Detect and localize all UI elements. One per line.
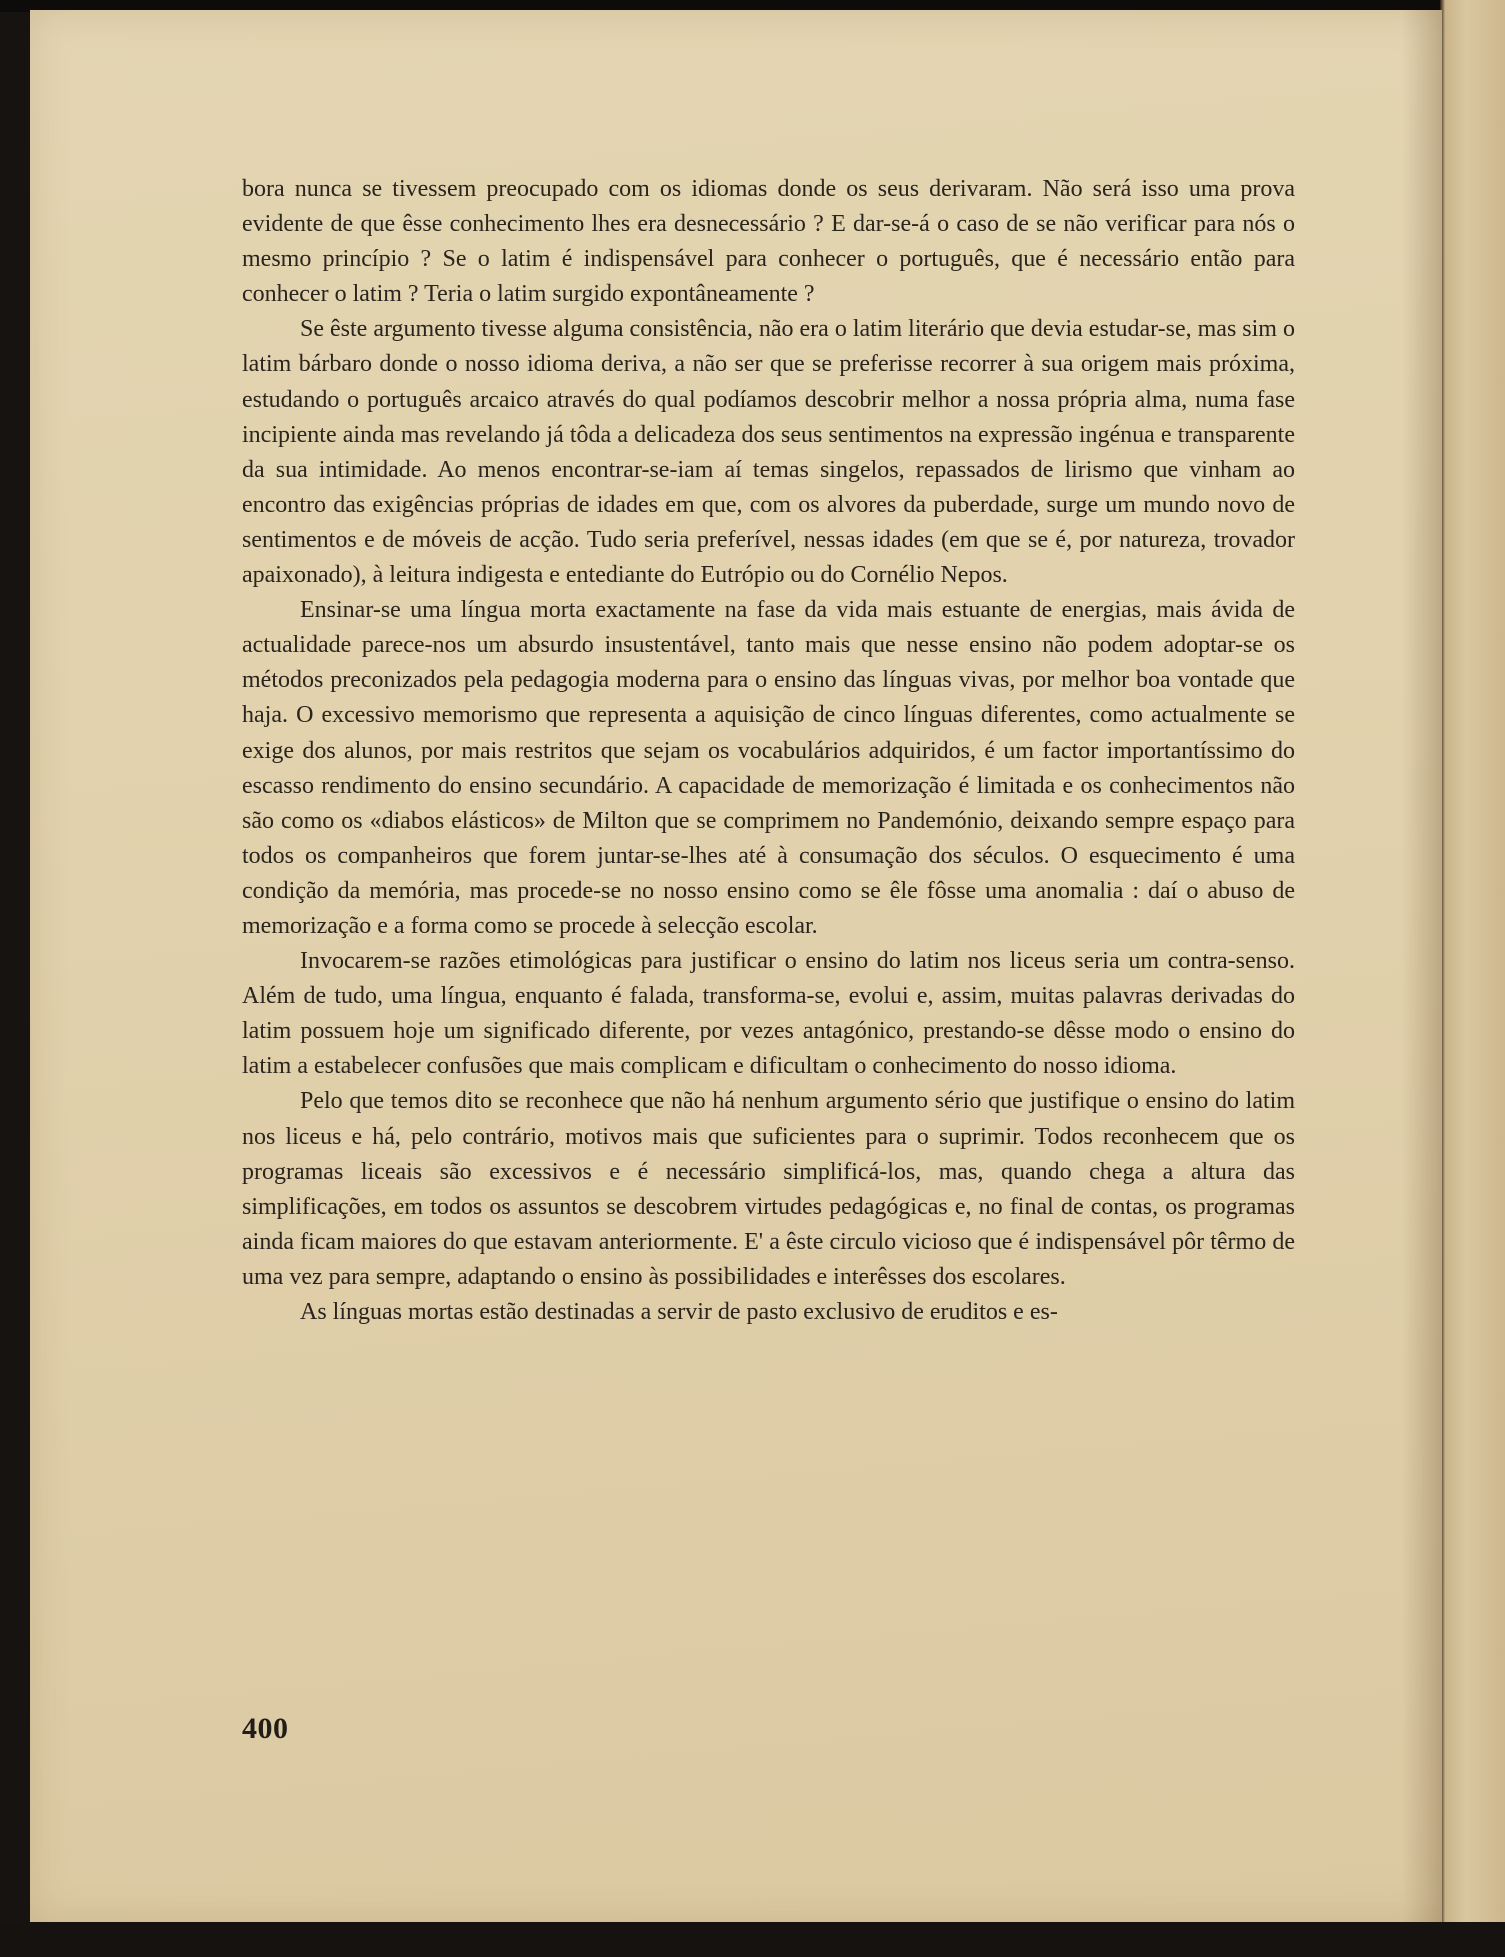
page-number: 400 <box>242 1712 289 1745</box>
page-gutter-shadow <box>1402 10 1442 1922</box>
adjacent-page-edge <box>1440 0 1505 1957</box>
body-text <box>242 172 1295 1330</box>
paragraph: Invocarem-se razões etimológicas para justificar o ensino do latim nos liceus seria um contra-senso. Além de tudo, uma língua, enquanto é falada, transforma-se, evolui e, assim, muitas palavras derivadas do latim possuem hoje um significado diferente, por vezes antagónico, prestando-se dêsse modo o ensino do latim a estabelecer confusões que mais complicam e dificultam o conhecimento do nosso idioma. <box>242 948 1295 1080</box>
paragraph: As línguas mortas estão destinadas a servir de pasto exclusivo de eruditos e es- <box>300 1299 1058 1325</box>
paragraph-continuation: bora nunca se tivessem preocupado com os idiomas donde os seus derivaram. Não será isso uma prova evidente de que êsse conhecimento lhes era desnecessário ? E dar-se-á o caso de se não verificar para nós o mesmo princípio ? Se o latim é indispensável para conhecer o português, que é necessário então para conhecer o latim ? Teria o latim surgido expontâneamente ? <box>242 176 1295 308</box>
bottom-scan-edge <box>0 1922 1505 1957</box>
paragraph: Pelo que temos dito se reconhece que não há nenhum argumento sério que justifique o ensino do latim nos liceus e há, pelo contrário, motivos mais que suficientes para o suprimir. Todos reconhecem que os programas liceais são excessivos e é necessário simplificá-los, mas, quando chega a altura das simplificações, em todos os assuntos se descobrem virtudes pedagógicas e, no final de contas, os programas ainda ficam maiores do que estavam anteriormente. E' a êste circulo vicioso que é indispensável pôr têrmo de uma vez para sempre, adaptando o ensino às possibilidades e interêsses dos escolares. <box>242 1088 1295 1290</box>
paragraph: Se êste argumento tivesse alguma consistência, não era o latim literário que devia estudar-se, mas sim o latim bárbaro donde o nosso idioma deriva, a não ser que se preferisse recorrer à sua origem mais próxima, estudando o português arcaico através do qual podíamos descobrir melhor a nossa própria alma, numa fase incipiente ainda mas revelando já tôda a delicadeza dos seus sentimentos na expressão ingénua e transparente da sua intimidade. Ao menos encontrar-se-iam aí temas singelos, repassados de lirismo que vinham ao encontro das exigências próprias de idades em que, com os alvores da puberdade, surge um mundo novo de sentimentos e de móveis de acção. Tudo seria preferível, nessas idades (em que se é, por natureza, trovador apaixonado), à leitura indigesta e entediante do Eutrópio ou do Cornélio Nepos. <box>242 316 1295 589</box>
paragraph: Ensinar-se uma língua morta exactamente na fase da vida mais estuante de energias, mais ávida de actualidade parece-nos um absurdo insustentável, tanto mais que nesse ensino não podem adoptar-se os métodos preconizados pela pedagogia moderna para o ensino das línguas vivas, por melhor boa vontade que haja. O excessivo memorismo que representa a aquisição de cinco línguas diferentes, como actualmente se exige dos alunos, por mais restritos que sejam os vocabulários adquiridos, é um factor importantíssimo do escasso rendimento do ensino secundário. A capacidade de memorização é limitada e os conhecimentos não são como os «diabos elásticos» de Milton que se comprimem no Pandemónio, deixando sempre espaço para todos os companheiros que forem juntar-se-lhes até à consumação dos séculos. O esquecimento é uma condição da memória, mas procede-se no nosso ensino como se êle fôsse uma anomalia : daí o abuso de memorização e a forma como se procede à selecção escolar. <box>242 597 1295 939</box>
